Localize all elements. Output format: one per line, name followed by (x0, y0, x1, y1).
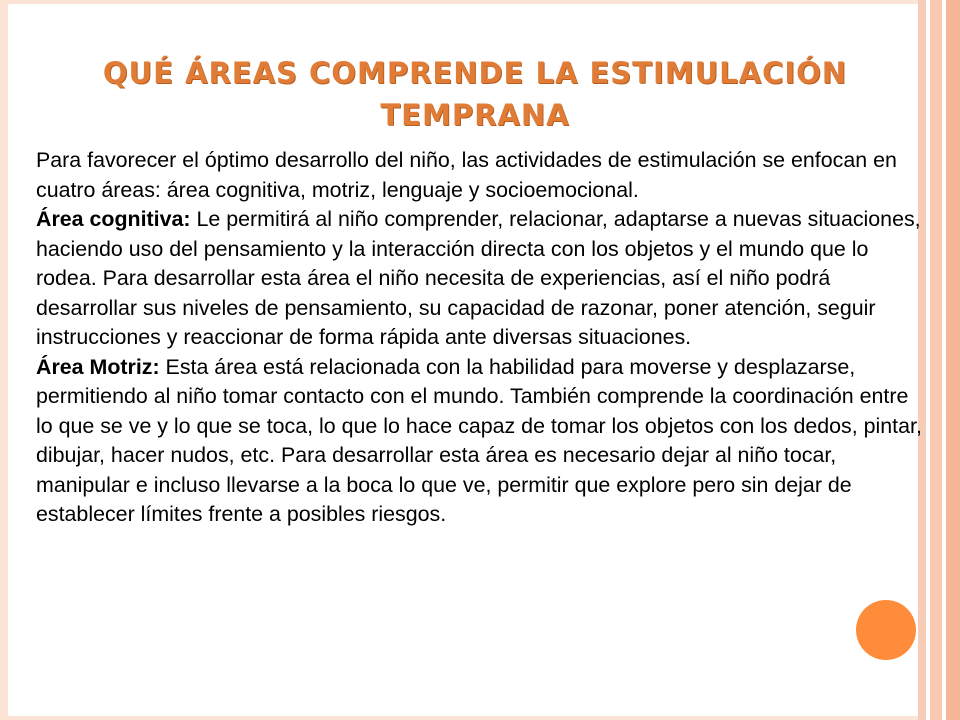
decorative-stripe (930, 0, 942, 720)
slide-body (36, 146, 922, 530)
section-cognitiva (36, 205, 922, 353)
slide-border-top (0, 0, 918, 4)
section-text: Le permitirá al niño comprender, relacionar, adaptarse a nuevas situaciones, haciendo uso del pensamiento y la interacción directa con los objetos y el mundo que lo rodea. Para desarrollar esta área el niño necesita de experiencias, así el niño podrá desarrollar sus niveles de pensamiento, su capacidad de razonar, poner atención, seguir instrucciones y reaccionar de forma rápida ante diversas situaciones. (36, 207, 921, 349)
slide-border-left (0, 0, 8, 720)
slide-border-bottom (0, 716, 918, 720)
slide-title: QUÉ ÁREAS COMPRENDE LA ESTIMULACIÓN TEMPRANA (102, 56, 848, 132)
section-motriz (36, 353, 922, 530)
section-heading: Área Motriz: (36, 354, 160, 379)
decorative-circle (856, 600, 916, 660)
intro-paragraph: Para favorecer el óptimo desarrollo del niño, las actividades de estimulación se enfocan en cuatro áreas: área cognitiva, motriz, lenguaje y socioemocional. (36, 148, 897, 202)
decorative-stripe (946, 0, 960, 720)
section-text: Esta área está relacionada con la habilidad para moverse y desplazarse, permitiendo al niño tomar contacto con el mundo. También comprende la coordinación entre lo que se ve y lo que se toca, lo que lo hace capaz de tomar los objetos con los dedos, pintar, dibujar, hacer nudos, etc. Para desarrollar esta área es necesario dejar al niño tocar, manipular e incluso llevarse a la boca lo que ve, permitir que explore pero sin dejar de establecer límites frente a posibles riesgos. (36, 354, 922, 526)
section-heading: Área cognitiva: (36, 207, 191, 231)
